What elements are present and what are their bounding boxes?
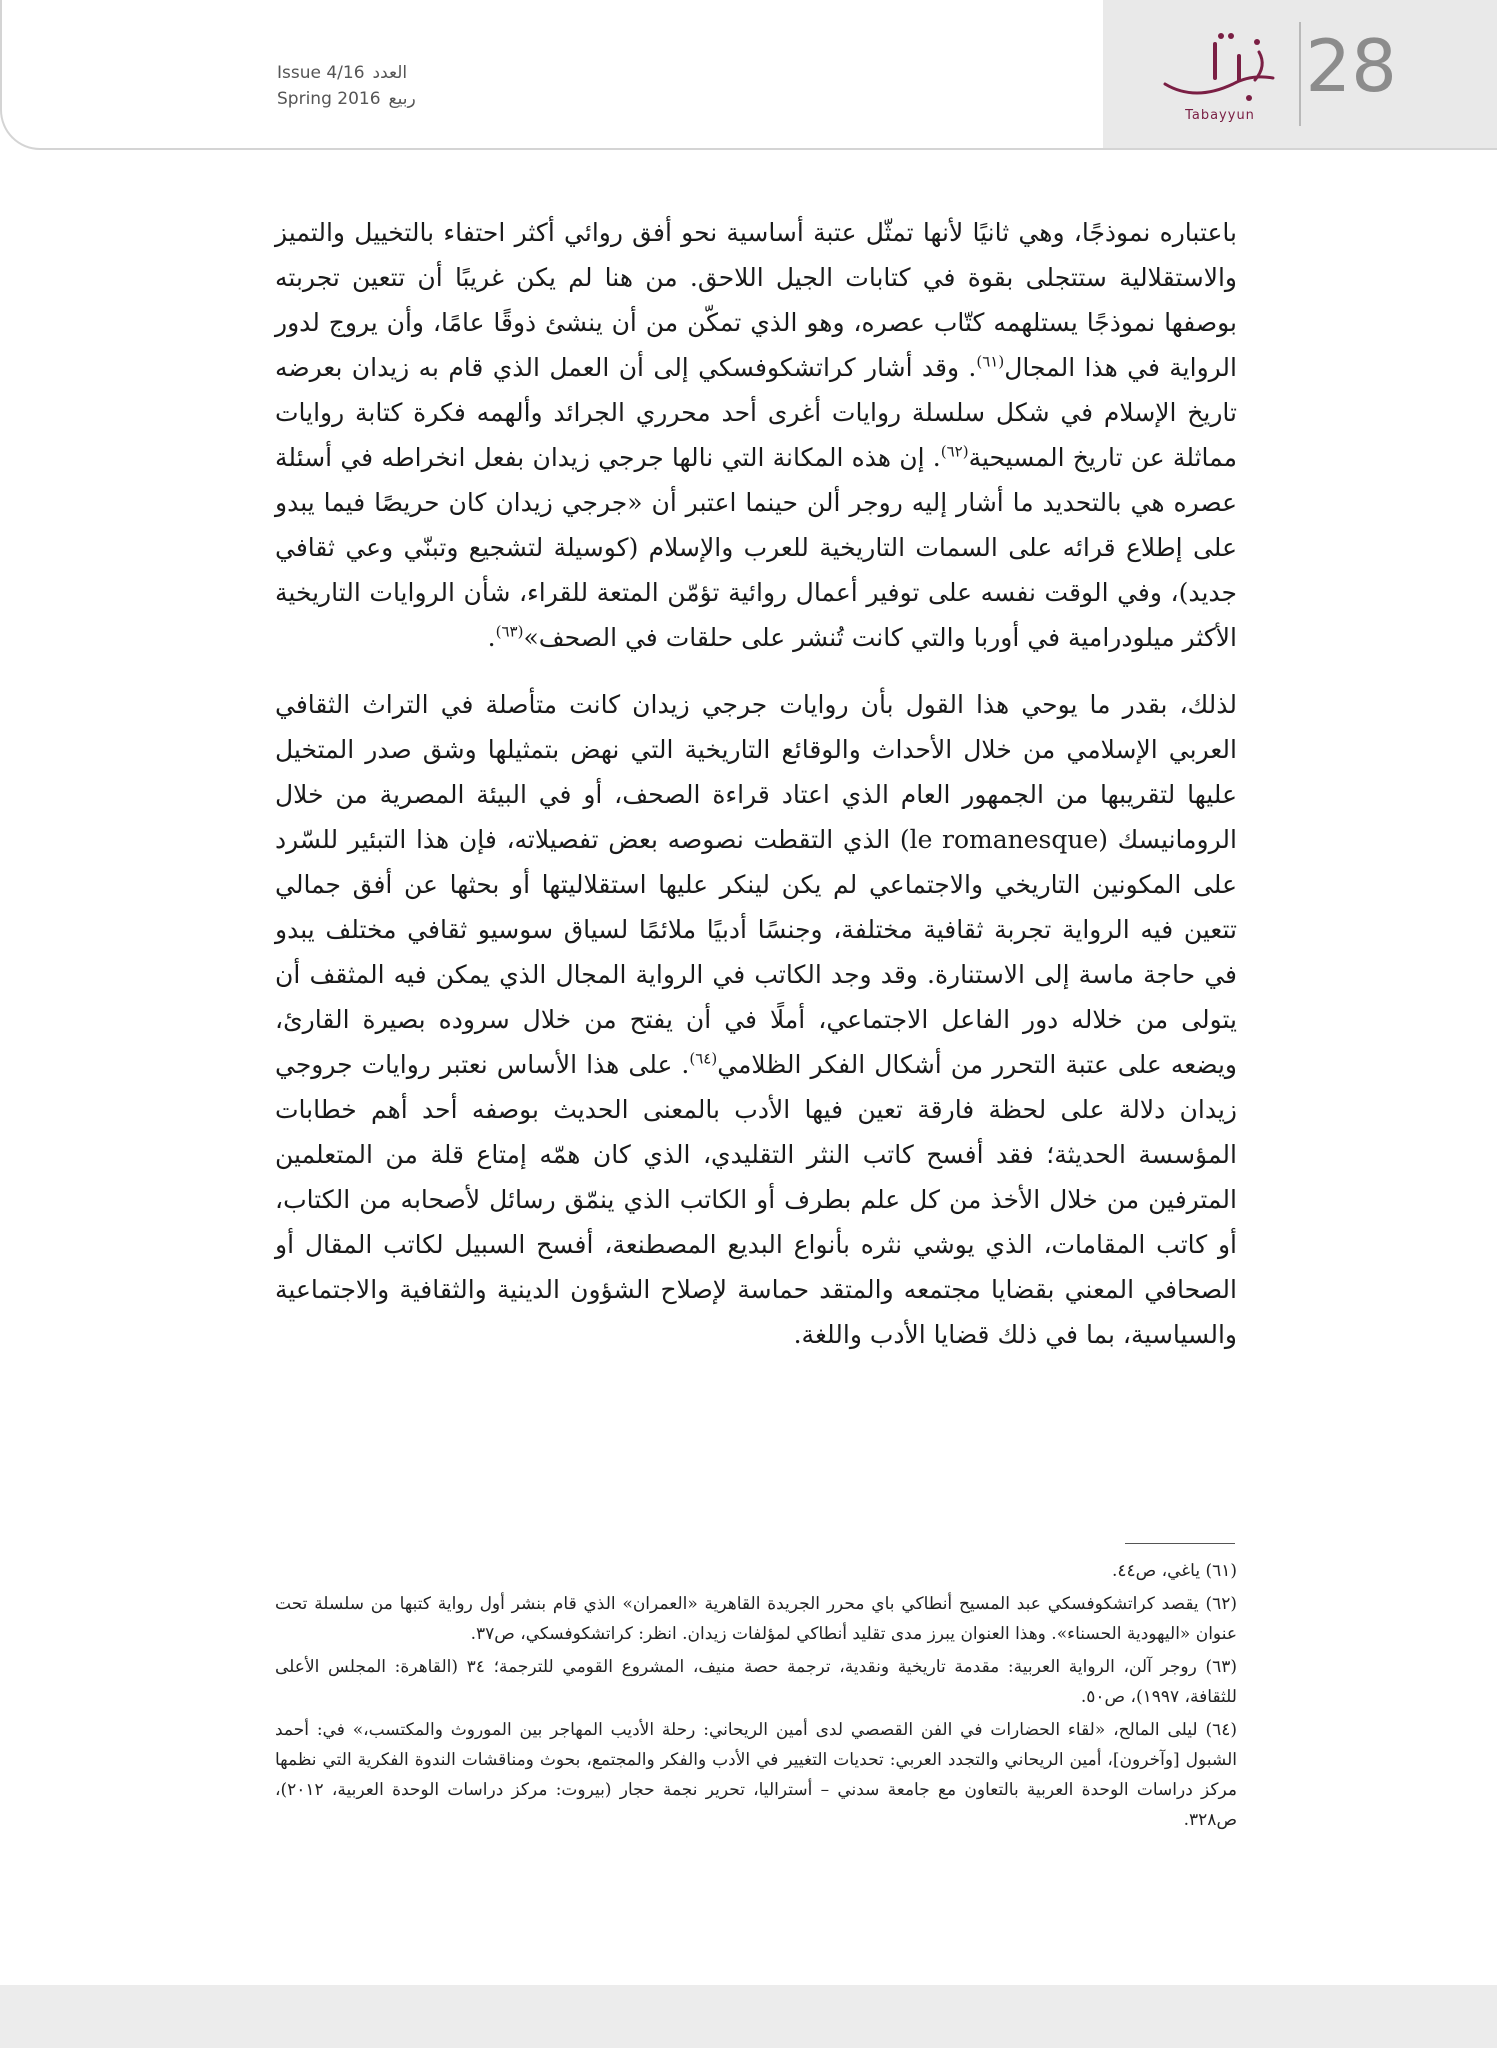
footnote-ref-63[interactable]: (٦٣) [495,622,524,641]
journal-logo [1155,22,1285,132]
p1-text-b: . وقد أشار كراتشكوفسكي إلى أن العمل الذي قام به زيدان بعرضه تاريخ الإسلام في شكل سلسلة روايات أغرى أحد محرري الجرائد وألهمه فكرة كتابة روايات مماثلة عن تاريخ المسيحية [275,353,1238,472]
season-line [277,86,517,112]
p1-text-c: . إن هذه المكانة التي نالها جرجي زيدان بفعل انخراطه في أسئلة عصره هي بالتحديد ما أشار إليه روجر ألن حينما اعتبر أن «جرجي زيدان كان حريصًا فيما يبدو على إطلاع قرائه على السمات التاريخية للعرب والإسلام (كوسيلة لتشجيع وتبنّي وعي ثقافي جديد)، وفي الوقت نفسه على توفير أعمال روائية تؤمّن المتعة للقراء، شأن الروايات التاريخية الأكثر ميلودرامية في أوربا والتي كانت تُنشر على حلقات في الصحف» [275,443,1237,652]
issue-info [277,60,517,112]
footnote-62: (٦٢) يقصد كراتشكوفسكي عبد المسيح أنطاكي باي محرر الجريدة القاهرية «العمران» الذي قام بنشر أول رواية كتبها من سلسلة تحت عنوان «اليهودية الحسناء». وهذا العنوان يبرز مدى تقليد أنطاكي لمؤلفات زيدان. انظر: كراتشكوفسكي، ص٣٧. [275,1594,1237,1644]
issue-ar: العدد [372,63,408,83]
footnote-ref-64[interactable]: (٦٤) [689,1049,718,1068]
p1-text-d: . [487,623,496,652]
footnote-ref-61[interactable]: (٦١) [976,352,1005,371]
p1-text-a: باعتباره نموذجًا، وهي ثانيًا لأنها تمثّل عتبة أساسية نحو أفق روائي أكثر احتفاء بالتخييل والتميز والاستقلالية ستتجلى بقوة في كتابات الجيل اللاحق. من هنا لم يكن غريبًا أن تتعين تجربته بوصفها نموذجًا يستلهمه كتّاب عصره، وهو الذي تمكّن من أن ينشئ ذوقًا عامًا، وأن يروج لدور الرواية في هذا المجال [275,218,1237,382]
page-number: 28 [1305,24,1397,108]
article-body [275,210,1237,1357]
page-bottom-strip [0,1985,1497,2048]
issue-en: Issue 4/16 [277,63,365,83]
header-divider [1299,22,1301,126]
footnote-63: (٦٣) روجر آلن، الرواية العربية: مقدمة تاريخية ونقدية، ترجمة حصة منيف، المشروع القومي للترجمة؛ ٣٤ (القاهرة: المجلس الأعلى للثقافة، ١٩٩٧)، ص٥٠. [275,1657,1237,1707]
paragraph-2 [275,682,1237,1357]
page-header [0,0,1497,150]
p2-text-a: لذلك، بقدر ما يوحي هذا القول بأن روايات جرجي زيدان كانت متأصلة في التراث الثقافي العربي الإسلامي من خلال الأحداث والوقائع التاريخية التي نهض بتمثيلها وشق صدر المتخيل عليها لتقريبها من الجمهور العام الذي اعتاد قراءة الصحف، أو في البيئة المصرية من خلال الرومانيسك (le romanesque) الذي التقطت نصوصه بعض تفصيلاته، فإن هذا التبئير للسّرد على المكونين التاريخي والاجتماعي لم يكن لينكر عليها استقلاليتها أو بحثها عن أفق جمالي تتعين فيه الرواية تجربة ثقافية مختلفة، وجنسًا أدبيًا ملائمًا لسياق سوسيو ثقافي مختلف يبدو في حاجة ماسة إلى الاستنارة. وقد وجد الكاتب في الرواية المجال الذي يمكن فيه المثقف أن يتولى من خلاله دور الفاعل الاجتماعي، أملًا في أن يفتح من خلال سروده بصيرة القارئ، ويضعه على عتبة التحرر من أشكال الفكر الظلامي [275,690,1237,1079]
footnote-ref-62[interactable]: (٦٢) [940,442,969,461]
season-ar: ربيع [388,89,416,109]
logo-mark-icon [1155,22,1285,112]
footnote-rule [1125,1543,1235,1544]
footnotes [275,1556,1237,1835]
season-en: Spring 2016 [277,89,381,109]
logo-latin: Tabayyun [1185,108,1255,123]
p2-text-b: . على هذا الأساس نعتبر روايات جروجي زيدان دلالة على لحظة فارقة تعين فيها الأدب بالمعنى الحديث بوصفه أحد أهم خطابات المؤسسة الحديثة؛ فقد أفسح كاتب النثر التقليدي، الذي كان همّه إمتاع قلة من المتعلمين المترفين من خلال الأخذ من كل علم بطرف أو الكاتب الذي ينمّق رسائل لأصحابه من الكتاب، أو كاتب المقامات، الذي يوشي نثره بأنواع البديع المصطنعة، أفسح السبيل لكاتب المقال أو الصحافي المعني بقضايا مجتمعه والمتقد حماسة لإصلاح الشؤون الدينية والثقافية والاجتماعية والسياسية، بما في ذلك قضايا الأدب واللغة. [275,1050,1237,1349]
issue-line [277,60,517,86]
paragraph-1 [275,210,1237,660]
footnote-61: (٦١) ياغي، ص٤٤. [1111,1561,1237,1581]
footnote-64: (٦٤) ليلى المالح، «لقاء الحضارات في الفن القصصي لدى أمين الريحاني: رحلة الأديب المهاجر بين الموروث والمكتسب،» في: أحمد الشبول [وآخرون]، أمين الريحاني والتجدد العربي: تحديات التغيير في الأدب والفكر والمجتمع، بحوث ومناقشات الندوة الفكرية التي نظمها مركز دراسات الوحدة العربية بالتعاون مع جامعة سدني – أستراليا، تحرير نجمة حجار (بيروت: مركز دراسات الوحدة العربية، ٢٠١٢)، ص٣٢٨. [275,1720,1237,1830]
